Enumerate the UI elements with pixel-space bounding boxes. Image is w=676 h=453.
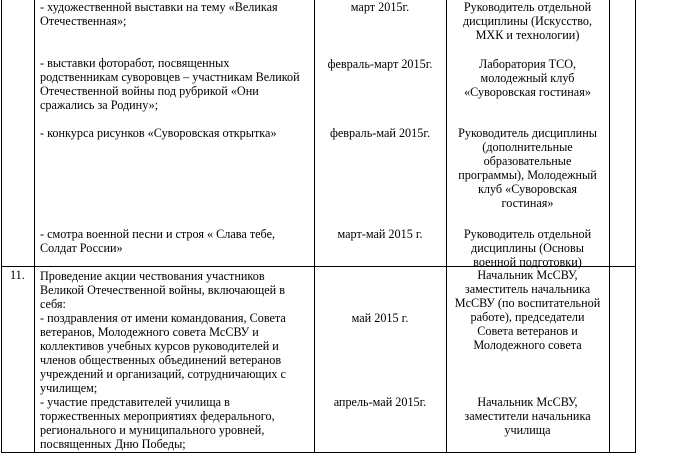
responsible-ceremonies: Начальник МсСВУ, заместители начальника училища: [464, 395, 591, 437]
date-photo-exhibition: февраль-март 2015г.: [327, 57, 433, 71]
responsible-song-review: Руководитель отдельной дисциплины (Основы военной подготовки): [463, 227, 592, 269]
responsible-photo-exhibition: Лаборатория ТСО, молодежный клуб «Суворовская гостиная»: [464, 57, 591, 99]
date-song-review: март-май 2015 г.: [337, 227, 423, 241]
activity-art-exhibition: - художественной выставки на тему «Великая Отечественная»;: [40, 0, 278, 28]
date-ceremonies: апрель-май 2015г.: [333, 395, 427, 409]
table-border-number-col: [34, 0, 35, 453]
table-border-responsible-col: [609, 0, 610, 453]
activity-ceremonies: - участие представителей училища в торжественных мероприятиях федерального, регионального и муниципального уровней, посвященных Дню Победы;: [40, 395, 275, 451]
activity-drawing-contest: - конкурса рисунков «Суворовская открытка»: [40, 126, 277, 140]
responsible-greetings: Начальник МсСВУ, заместитель начальника МсСВУ (по воспитательной работе), председатели Совета ветеранов и Молодежного совета: [454, 268, 601, 352]
date-art-exhibition: март 2015г.: [350, 0, 410, 14]
table-border-notes-col: [635, 0, 636, 453]
activity-greetings: - поздравления от имени командования, Совета ветеранов, Молодежного совета МсСВУ и коллективов учебных курсов руководителей и членов общественных объединений ветеранов учреждений и организаций, сотрудничающих с училищем;: [40, 311, 286, 395]
activity-song-review: - смотра военной песни и строя « Слава тебе, Солдат России»: [40, 227, 276, 255]
table-border-left: [1, 0, 2, 453]
activity-photo-exhibition: - выставки фоторабот, посвященных родственникам суворовцев – участникам Великой Отечественной войны под рубрикой «Они сражались за Родину»;: [40, 56, 300, 112]
activity-intro: Проведение акции чествования участников Великой Отечественной войны, включающей в себя:: [40, 269, 285, 311]
date-drawing-contest: февраль-май 2015г.: [329, 126, 431, 140]
row-number: 11.: [10, 268, 25, 282]
responsible-art-exhibition: Руководитель отдельной дисциплины (Искусство, МХК и технологии): [462, 0, 593, 42]
date-greetings: май 2015 г.: [351, 311, 409, 325]
responsible-drawing-contest: Руководитель дисциплины (дополнительные образовательные программы), Молодежный клуб «Суворовская гостиная»: [458, 126, 597, 210]
